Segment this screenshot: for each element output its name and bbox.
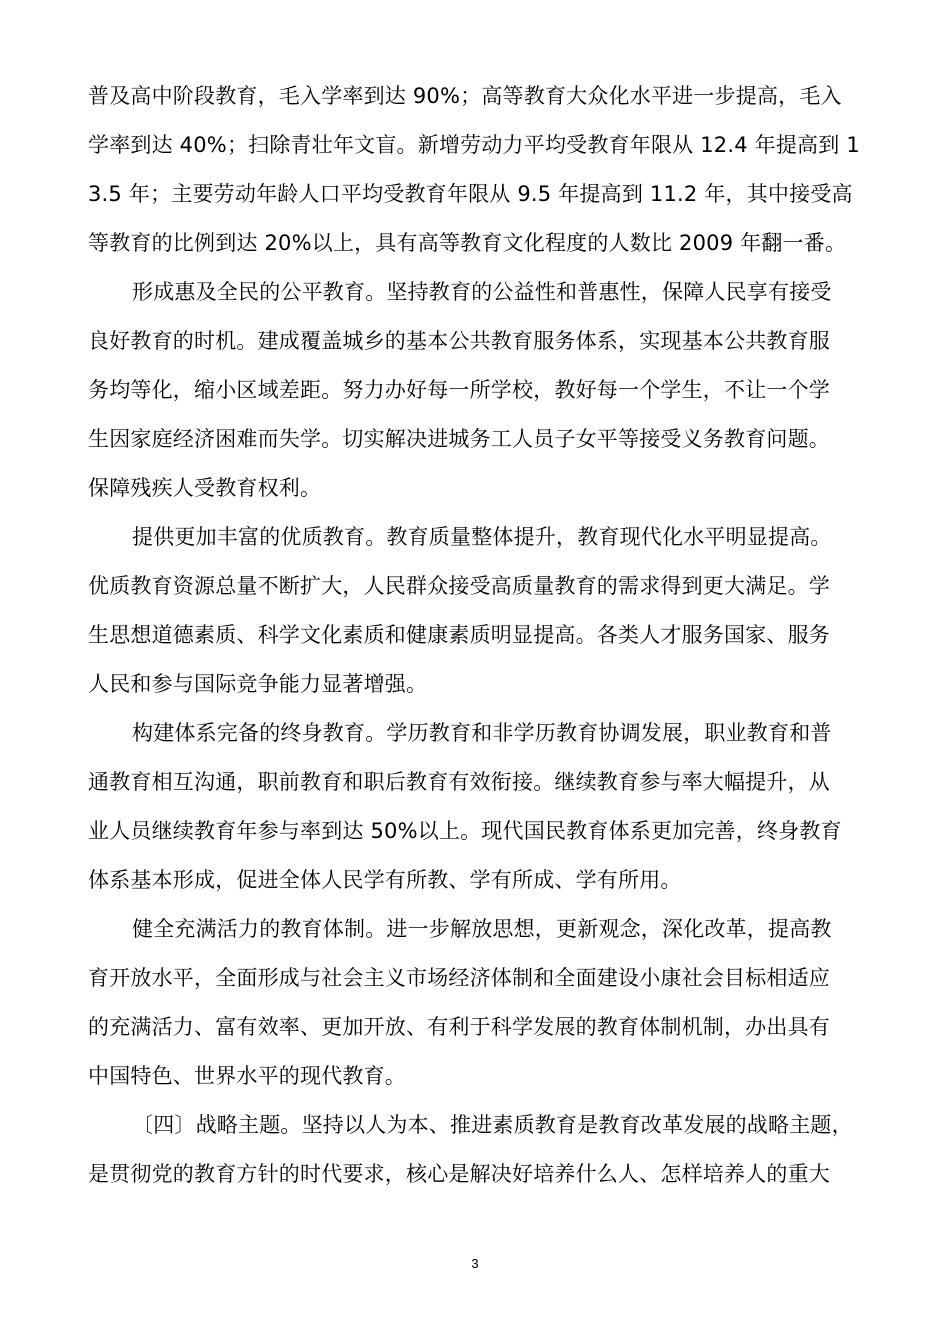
text-line: 构建体系完备的终身教育。学历教育和非学历教育协调发展，职业教育和普 — [132, 721, 832, 745]
text-line: 的充满活力、富有效率、更加开放、有利于科学发展的教育体制机制，办出具有 — [88, 1015, 830, 1039]
paragraph — [88, 72, 874, 268]
text-line: 健全充满活力的教育体制。进一步解放思想，更新观念，深化改革，提高教 — [132, 917, 832, 941]
text-line: 优质教育资源总量不断扩大，人民群众接受高质量教育的需求得到更大满足。学 — [88, 574, 830, 598]
paragraph — [88, 905, 874, 1101]
text-line: 3.5 年；主要劳动年龄人口平均受教育年限从 9.5 年提高到 11.2 年，其中接受高 — [88, 182, 853, 206]
text-line: 提供更加丰富的优质教育。教育质量整体提升，教育现代化水平明显提高。 — [132, 525, 832, 549]
text-line: 普及高中阶段教育，毛入学率到达 90%；高等教育大众化水平进一步提高，毛入 — [88, 84, 842, 108]
text-line: 通教育相互沟通，职前教育和职后教育有效衔接。继续教育参与率大幅提升，从 — [88, 770, 830, 794]
text-line: 是贯彻党的教育方针的时代要求，核心是解决好培养什么人、怎样培养人的重大 — [88, 1162, 830, 1186]
text-line: 等教育的比例到达 20%以上，具有高等教育文化程度的人数比 2009 年翻一番。 — [88, 231, 847, 255]
text-line: 学率到达 40%；扫除青壮年文盲。新增劳动力平均受教育年限从 12.4 年提高到 1 — [88, 133, 860, 157]
paragraph — [88, 268, 874, 513]
paragraph — [88, 1101, 874, 1199]
text-line: 保障残疾人受教育权利。 — [88, 476, 322, 500]
text-line: 人民和参与国际竞争能力显著增强。 — [88, 672, 428, 696]
text-line: 形成惠及全民的公平教育。坚持教育的公益性和普惠性，保障人民享有接受 — [132, 280, 832, 304]
text-line: 中国特色、世界水平的现代教育。 — [88, 1064, 406, 1088]
text-line: 体系基本形成，促进全体人民学有所教、学有所成、学有所用。 — [88, 868, 682, 892]
text-line: 〔四〕战略主题。坚持以人为本、推进素质教育是教育改革发展的战略主题， — [132, 1113, 853, 1137]
page-number: 3 — [471, 1256, 479, 1271]
text-line: 生因家庭经济困难而失学。切实解决进城务工人员子女平等接受义务教育问题。 — [88, 427, 830, 451]
text-line: 育开放水平，全面形成与社会主义市场经济体制和全面建设小康社会目标相适应 — [88, 966, 830, 990]
paragraph — [88, 709, 874, 905]
document-body — [88, 72, 874, 1199]
text-line: 业人员继续教育年参与率到达 50%以上。现代国民教育体系更加完善，终身教育 — [88, 819, 842, 843]
paragraph — [88, 513, 874, 709]
text-line: 务均等化，缩小区域差距。努力办好每一所学校，教好每一个学生，不让一个学 — [88, 378, 830, 402]
text-line: 良好教育的时机。建成覆盖城乡的基本公共教育服务体系，实现基本公共教育服 — [88, 329, 830, 353]
text-line: 生思想道德素质、科学文化素质和健康素质明显提高。各类人才服务国家、服务 — [88, 623, 830, 647]
